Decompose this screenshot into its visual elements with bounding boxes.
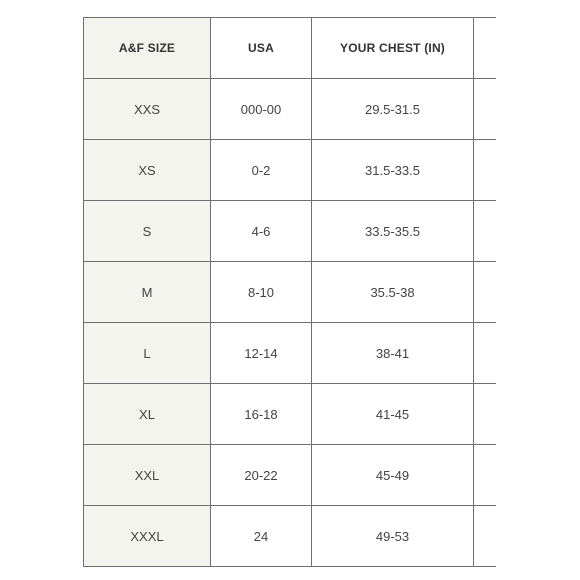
table-row [84, 384, 497, 445]
header-extra [474, 18, 497, 79]
cell-usa: 8-10 [211, 262, 312, 323]
table-row [84, 140, 497, 201]
cell-usa: 000-00 [211, 79, 312, 140]
table-row [84, 79, 497, 140]
cell-chest: 35.5-38 [312, 262, 474, 323]
cell-size: S [84, 201, 211, 262]
cell-chest: 45-49 [312, 445, 474, 506]
cell-usa: 12-14 [211, 323, 312, 384]
cell-extra [474, 384, 497, 445]
table-row [84, 201, 497, 262]
cell-extra [474, 79, 497, 140]
header-af-size: A&F SIZE [84, 18, 211, 79]
cell-size: XS [84, 140, 211, 201]
table-row [84, 506, 497, 567]
table-header-row [84, 18, 497, 79]
table-row [84, 262, 497, 323]
cell-extra [474, 201, 497, 262]
cell-size: M [84, 262, 211, 323]
cell-size: XL [84, 384, 211, 445]
cell-extra [474, 323, 497, 384]
cell-extra [474, 140, 497, 201]
cell-usa: 24 [211, 506, 312, 567]
header-usa: USA [211, 18, 312, 79]
cell-chest: 29.5-31.5 [312, 79, 474, 140]
table-row [84, 323, 497, 384]
cell-extra [474, 506, 497, 567]
cell-usa: 16-18 [211, 384, 312, 445]
cell-chest: 49-53 [312, 506, 474, 567]
header-chest: YOUR CHEST (IN) [312, 18, 474, 79]
cell-chest: 31.5-33.5 [312, 140, 474, 201]
cell-size: L [84, 323, 211, 384]
table-row [84, 445, 497, 506]
cell-chest: 38-41 [312, 323, 474, 384]
cell-usa: 20-22 [211, 445, 312, 506]
size-chart-table [83, 17, 496, 567]
cell-extra [474, 262, 497, 323]
cell-usa: 0-2 [211, 140, 312, 201]
cell-size: XXXL [84, 506, 211, 567]
cell-size: XXS [84, 79, 211, 140]
cell-size: XXL [84, 445, 211, 506]
cell-usa: 4-6 [211, 201, 312, 262]
cell-chest: 41-45 [312, 384, 474, 445]
cell-chest: 33.5-35.5 [312, 201, 474, 262]
cell-extra [474, 445, 497, 506]
